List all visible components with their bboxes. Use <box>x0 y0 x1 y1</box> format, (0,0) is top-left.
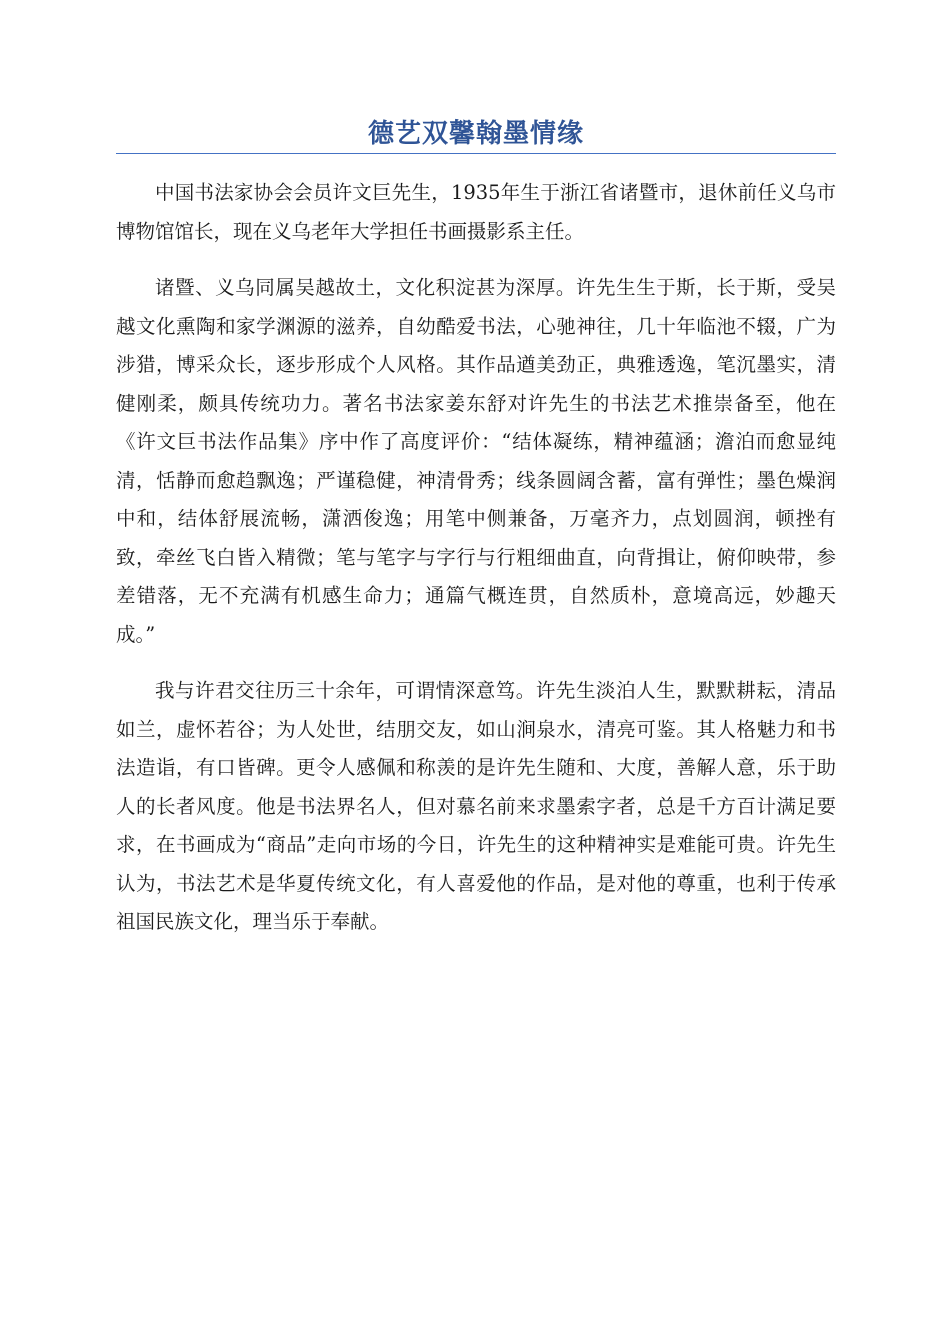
paragraph-calligraphy-style: 诸暨、义乌同属吴越故土，文化积淀甚为深厚。许先生生于斯，长于斯，受吴越文化熏陶和家学渊源的滋养，自幼酷爱书法，心驰神往，几十年临池不辍，广为涉猎，博采众长，逐步形成个人风格。其作品遒美劲正，典雅透逸，笔沉墨实，清健刚柔，颇具传统功力。著名书法家姜东舒对许先生的书法艺术推崇备至，他在《许文巨书法作品集》序中作了高度评价：“结体凝练，精神蕴涵；澹泊而愈显纯清，恬静而愈趋飘逸；严谨稳健，神清骨秀；线条圆阔含蓄，富有弹性；墨色燥润中和，结体舒展流畅，潇洒俊逸；用笔中侧兼备，万毫齐力，点划圆润，顿挫有致，牵丝飞白皆入精微；笔与笔字与字行与行粗细曲直，向背揖让，俯仰映带，参差错落，无不充满有机感生命力；通篇气概连贯，自然质朴，意境高远，妙趣天成。” <box>116 276 836 646</box>
title-underline <box>116 153 836 154</box>
paragraph-personal-character: 我与许君交往历三十余年，可谓情深意笃。许先生淡泊人生，默默耕耘，清品如兰，虚怀若谷；为人处世，结朋交友，如山涧泉水，清亮可鉴。其人格魅力和书法造诣，有口皆碑。更令人感佩和称羡的是许先生随和、大度，善解人意，乐于助人的长者风度。他是书法界名人，但对慕名前来求墨索字者，总是千方百计满足要求，在书画成为“商品”走向市场的今日，许先生的这种精神实是难能可贵。许先生认为，书法艺术是华夏传统文化，有人喜爱他的作品，是对他的尊重，也利于传承祖国民族文化，理当乐于奉献。 <box>116 679 836 933</box>
page-title: 德艺双馨翰墨情缘 <box>367 119 584 149</box>
article-body <box>116 174 836 960</box>
paragraph-intro: 中国书法家协会会员许文巨先生，1935年生于浙江省诸暨市，退休前任义乌市博物馆馆长，现在义乌老年大学担任书画摄影系主任。 <box>116 181 836 243</box>
